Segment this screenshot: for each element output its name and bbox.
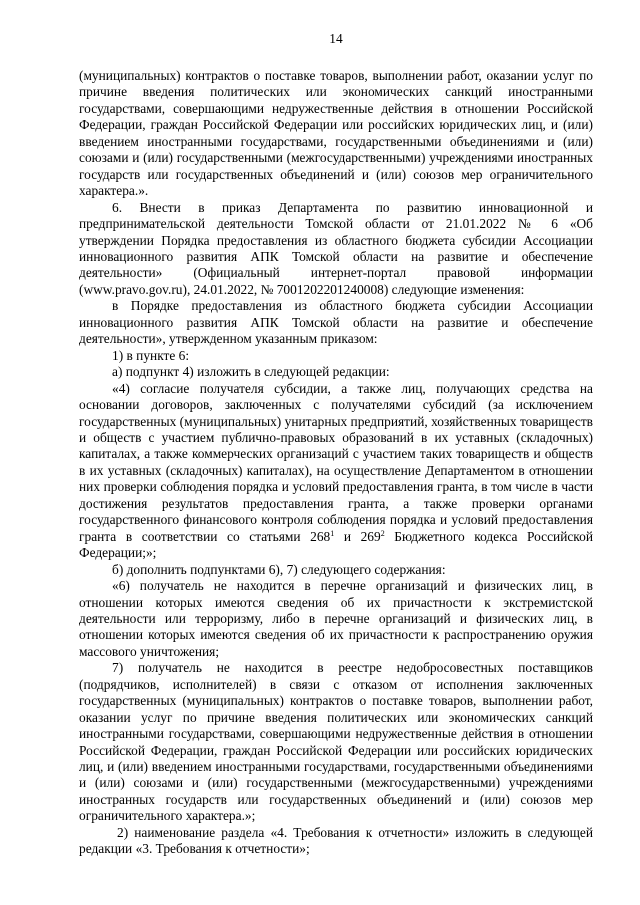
superscript-1: 1 (330, 528, 335, 538)
document-body (79, 68, 593, 858)
page-number: 14 (329, 31, 343, 46)
paragraph-subpoint-4-text-before: «4) согласие получателя субсидии, а также лиц, получающих средства на основании договоров, заключенных с получателями субсидий (за исключением государственных (муниципальных) унитарных предприятий, хозяйственных товариществ и обществ с участием публично-правовых образований в их уставных (складочных) капиталах, а также коммерческих организаций с участием таких товариществ и обществ в их уставных (складочных) капиталах), на осуществление Департаментом в отношении них проверки соблюдения порядка и условий предоставления гранта, в том числе в части достижения результатов предоставления гранта, а также проверки органами государственного финансового контроля соблюдения порядка и условий предоставления гранта в соответствии со статьями 268 (79, 380, 593, 544)
paragraph-subpoint-4-text (79, 381, 593, 562)
paragraph-continuation: (муниципальных) контрактов о поставке товаров, выполнении работ, оказании услуг по причине введения политических или экономических санкций иностранными государствами, совершающими недружественные действия в отношении Российской Федерации, граждан Российской Федерации или российских юридических лиц, и (или) введением иностранными государствами, государственными объединениями и (или) союзами и (или) государственными (межгосударственными) учреждениями иностранных государств или государственных объединений и (или) союзов мер ограничительного характера.». (79, 68, 593, 199)
paragraph-subpoint-4-text-mid: и 269 (334, 528, 381, 544)
paragraph-point-6: 1) в пункте 6: (112, 347, 190, 363)
paragraph-item-6: 6. Внести в приказ Департамента по развитию инновационной и предпринимательской деятельности Томской области от 21.01.2022 № 6 «Об утверждении Порядка предоставления из областного бюджета субсидии Ассоциации инновационного развития АПК Томской области на развитие и обеспечение деятельности» (Официальный интернет-портал правовой информации (www.pravo.gov.ru), 24.01.2022, № 7001202201240008) следующие изменения: (79, 199, 593, 297)
paragraph-subpoint-4-text-after: Бюджетного кодекса Российской Федерации;»; (79, 528, 593, 561)
paragraph-subpoint-b: б) дополнить подпунктами 6), 7) следующего содержания: (112, 561, 446, 577)
paragraph-order-intro: в Порядке предоставления из областного бюджета субсидии Ассоциации инновационного развития АПК Томской области на развитие и обеспечение деятельности», утвержденном указанным приказом: (79, 298, 593, 347)
paragraph-subpoint-7-text: 7) получатель не находится в реестре недобросовестных поставщиков (подрядчиков, исполнителей) в связи с отказом от исполнения заключенных государственных (муниципальных) контрактов о поставке товаров, выполнении работ, оказании услуг по причине введения политических или экономических санкций иностранными государствами, совершающими недружественные действия в отношении Российской Федерации, граждан Российской Федерации или российских юридических лиц, и (или) введением иностранными государствами, государственными объединениями и (или) союзами и (или) государственными (межгосударственными) учреждениями иностранных государств или государственных объединений и (или) союзов мер ограничительного характера.»; (79, 660, 593, 824)
paragraph-subpoint-a: а) подпункт 4) изложить в следующей редакции: (112, 364, 390, 380)
superscript-2: 2 (380, 528, 385, 538)
paragraph-subpoint-6-text: «6) получатель не находится в перечне организаций и физических лиц, в отношении которых имеются сведения об их причастности к экстремистской деятельности или терроризму, либо в перечне организаций и физических лиц, в отношении которых имеются сведения об их причастности к распространению оружия массового уничтожения; (79, 578, 593, 659)
paragraph-point-2: 2) наименование раздела «4. Требования к отчетности» изложить в следующей редакции «3. Требования к отчетности»; (79, 824, 593, 857)
